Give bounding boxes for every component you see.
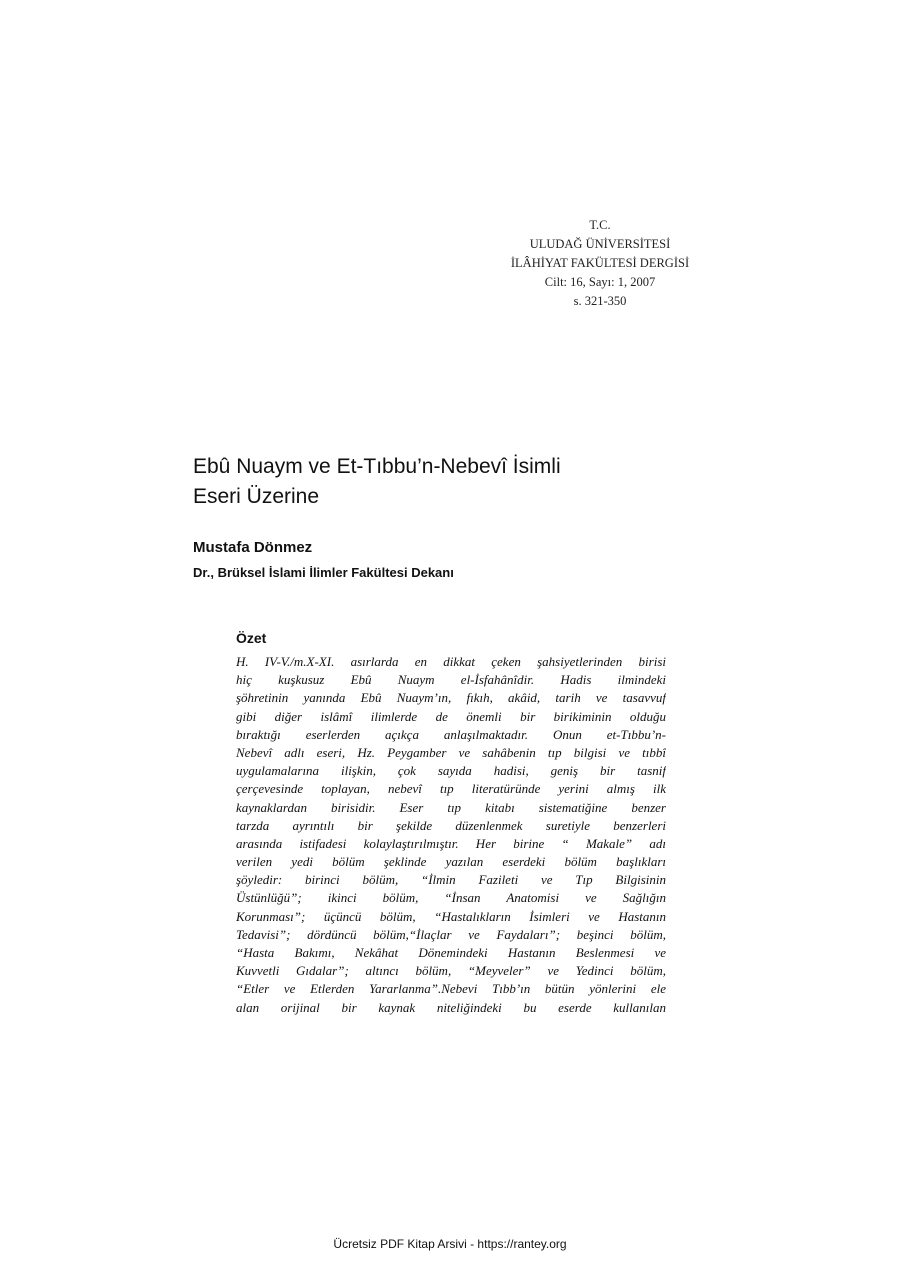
abstract-line: tarzda ayrıntılı bir şekilde düzenlenmek suretiyle benzerleri <box>236 817 666 833</box>
abstract-line: H. IV-V./m.X-XI. asırlarda en dikkat çeken şahsiyetlerinden birisi <box>236 654 666 669</box>
abstract-line: hiç kuşkusuz Ebû Nuaym el-İsfahânîdir. Hadis ilmindeki <box>236 672 666 688</box>
journal-header-line: s. 321-350 <box>573 294 627 308</box>
abstract-line: Tedavisi”; dördüncü bölüm,“İlaçlar ve Faydaları”; beşinci bölüm, <box>236 926 666 942</box>
journal-header-line: Cilt: 16, Sayı: 1, 2007 <box>544 275 656 289</box>
abstract-line: Üstünlüğü”; ikinci bölüm, “İnsan Anatomisi ve Sağlığın <box>236 890 666 906</box>
abstract-line: çerçevesinde toplayan, nebevî tıp literatüründe yerini almış ilk <box>236 781 666 797</box>
journal-header <box>460 216 740 311</box>
abstract-line: gibi diğer islâmî ilimlerde de önemli bir birikiminin olduğu <box>236 708 666 724</box>
article-title-line: Ebû Nuaym ve Et-Tıbbu’n-Nebevî İsimli <box>193 455 561 478</box>
abstract-line: Nebevî adlı eseri, Hz. Peygamber ve sahâbenin tıp bilgisi ve tıbbî <box>236 744 666 760</box>
journal-header-line: T.C. <box>589 218 611 232</box>
abstract-line: Korunması”; üçüncü bölüm, “Hastalıkların İsimleri ve Hastanın <box>236 908 666 924</box>
footer-note: Ücretsiz PDF Kitap Arsivi - https://rantey.org <box>333 1237 567 1251</box>
abstract-line: şöhretinin yanında Ebû Nuaym’ın, fıkıh, akâid, tarih ve tasavvuf <box>236 690 666 706</box>
abstract-heading: Özet <box>236 630 267 646</box>
abstract-line: verilen yedi bölüm şeklinde yazılan eserdeki bölüm başlıkları <box>236 854 666 870</box>
abstract-line: “Hasta Bakımı, Nekâhat Dönemindeki Hastanın Beslenmesi ve <box>236 945 666 960</box>
abstract-line: şöyledir: birinci bölüm, “İlmin Fazileti ve Tıp Bilgisinin <box>236 872 666 888</box>
abstract-line: kaynaklardan birisidir. Eser tıp kitabı sistematiğine benzer <box>236 799 666 815</box>
author-affiliation: Dr., Brüksel İslami İlimler Fakültesi Dekanı <box>193 565 454 580</box>
abstract-line: uygulamalarına ilişkin, çok sayıda hadisi, geniş bir tasnif <box>236 763 666 779</box>
abstract-line: alan orijinal bir kaynak niteliğindeki bu eserde kullanılan <box>236 999 666 1015</box>
journal-header-line: İLÂHİYAT FAKÜLTESİ DERGİSİ <box>510 256 690 270</box>
abstract-line: “Etler ve Etlerden Yararlanma”.Nebevi Tıbb’ın bütün yönlerini ele <box>236 981 666 997</box>
author-name: Mustafa Dönmez <box>193 539 313 556</box>
abstract-body <box>236 653 666 1017</box>
article-title <box>193 452 713 512</box>
abstract-line: arasında istifadesi kolaylaştırılmıştır. Her birine “ Makale” adı <box>236 835 666 851</box>
abstract-line: Kuvvetli Gıdalar”; altıncı bölüm, “Meyveler” ve Yedinci bölüm, <box>236 963 666 979</box>
article-title-line: Eseri Üzerine <box>193 485 320 508</box>
abstract-line: bıraktığı eserlerden açıkça anlaşılmaktadır. Onun et-Tıbbu’n- <box>236 726 666 742</box>
journal-header-line: ULUDAĞ ÜNİVERSİTESİ <box>529 237 671 251</box>
